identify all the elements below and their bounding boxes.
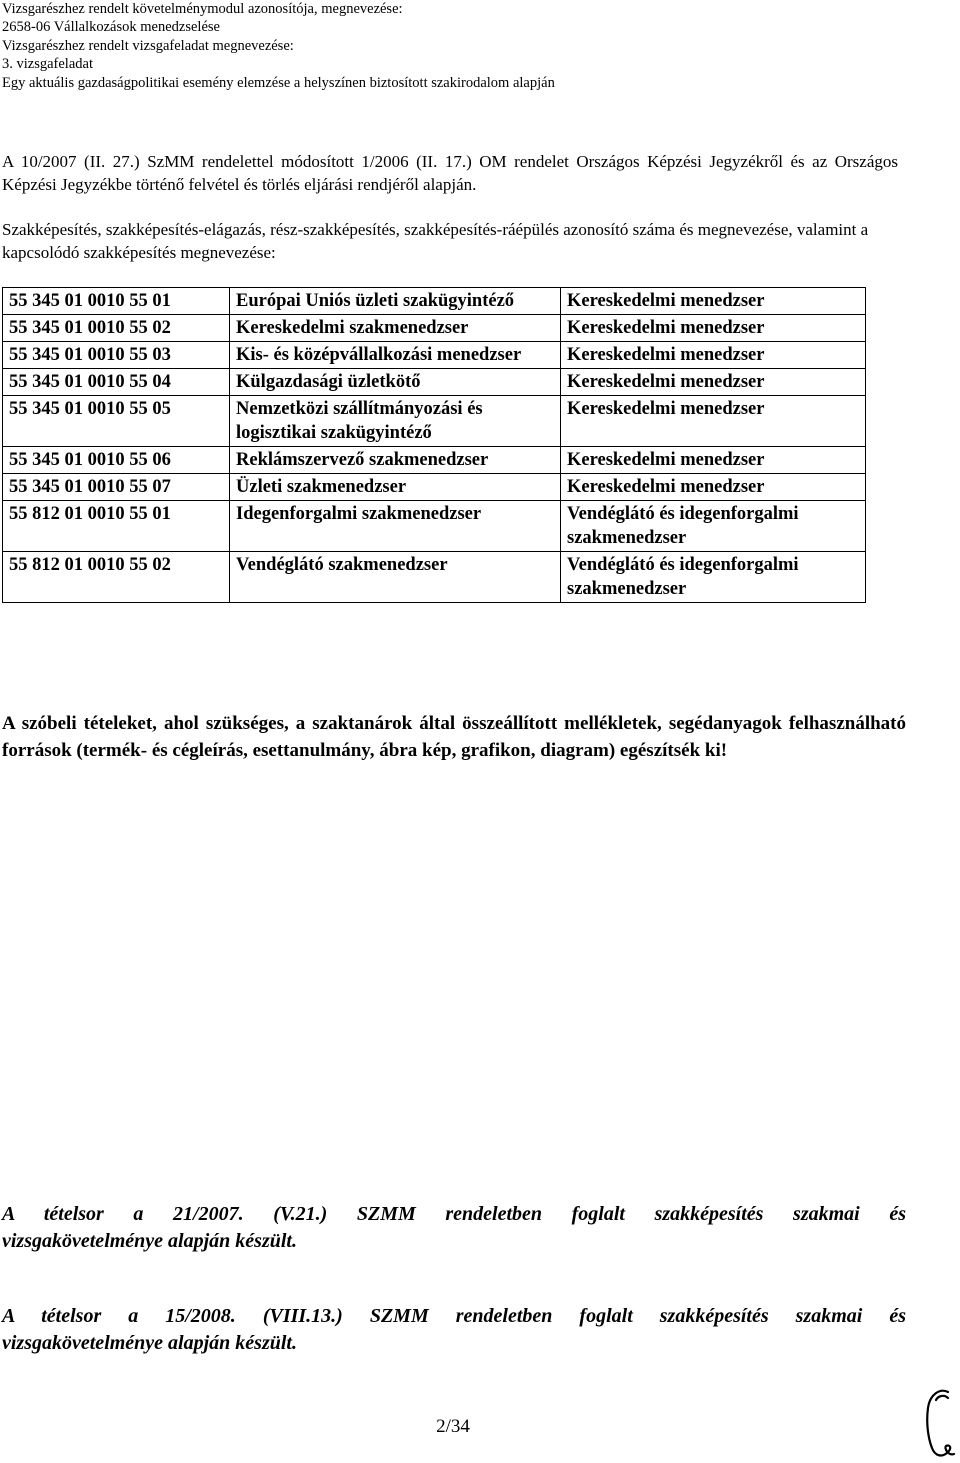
related-qualification: Kereskedelmi menedzser (561, 474, 866, 501)
header-line: Vizsgarészhez rendelt vizsgafeladat megnevezése: (2, 37, 294, 54)
qualification-name: Idegenforgalmi szakmenedzser (230, 501, 561, 552)
qualification-code: 55 345 01 0010 55 01 (3, 288, 230, 315)
qualification-name: Kis- és középvállalkozási menedzser (230, 342, 561, 369)
table-row (3, 396, 866, 447)
qualification-code: 55 345 01 0010 55 02 (3, 315, 230, 342)
basis-note-line: vizsgakövetelménye alapján készült. (2, 1332, 297, 1354)
related-qualification: Kereskedelmi menedzser (561, 288, 866, 315)
legal-reference-paragraph: A 10/2007 (II. 27.) SzMM rendelettel módosított 1/2006 (II. 17.) OM rendelet Országos Képzési Jegyzékről és az Országos Képzési Jegyzékbe történő felvétel és törlés eljárási rendjéről alapján. (2, 152, 898, 194)
header-line: 3. vizsgafeladat (2, 56, 93, 73)
header-line: 2658-06 Vállalkozások menedzselése (2, 19, 220, 36)
page-number: 2/34 (436, 1416, 470, 1437)
qualification-code: 55 345 01 0010 55 07 (3, 474, 230, 501)
basis-note (2, 1201, 906, 1255)
basis-note-line: A tételsor a 21/2007. (V.21.) SZMM rendeletben foglalt szakképesítés szakmai és (2, 1203, 906, 1225)
instruction-paragraph: A szóbeli tételeket, ahol szükséges, a szaktanárok által összeállított mellékletek, segédanyagok felhasználható források (termék- és cégleírás, esettanulmány, ábra kép, grafikon, diagram) egészítsék ki! (2, 713, 906, 761)
table-row (3, 315, 866, 342)
table-row (3, 552, 866, 603)
table-row (3, 474, 866, 501)
basis-note (2, 1303, 906, 1357)
related-qualification: Vendéglátó és idegenforgalmi szakmenedzser (561, 501, 866, 552)
qualification-name: Külgazdasági üzletkötő (230, 369, 561, 396)
related-qualification: Kereskedelmi menedzser (561, 369, 866, 396)
qualification-code: 55 345 01 0010 55 03 (3, 342, 230, 369)
qualifications-intro: Szakképesítés, szakképesítés-elágazás, rész-szakképesítés, szakképesítés-ráépülés azonosító száma és megnevezése, valamint a kapcsolódó szakképesítés megnevezése: (2, 220, 869, 262)
qualification-code: 55 812 01 0010 55 02 (3, 552, 230, 603)
qualification-name: Nemzetközi szállítmányozási és logisztikai szakügyintéző (230, 396, 561, 447)
related-qualification: Kereskedelmi menedzser (561, 396, 866, 447)
qualification-code: 55 345 01 0010 55 04 (3, 369, 230, 396)
qualification-name: Üzleti szakmenedzser (230, 474, 561, 501)
related-qualification: Vendéglátó és idegenforgalmi szakmenedzser (561, 552, 866, 603)
related-qualification: Kereskedelmi menedzser (561, 447, 866, 474)
qualification-name: Európai Uniós üzleti szakügyintéző (230, 288, 561, 315)
qualification-name: Reklámszervező szakmenedzser (230, 447, 561, 474)
signature-mark (918, 1386, 958, 1460)
basis-note-line: A tételsor a 15/2008. (VIII.13.) SZMM rendeletben foglalt szakképesítés szakmai és (2, 1305, 906, 1327)
related-qualification: Kereskedelmi menedzser (561, 315, 866, 342)
qualification-code: 55 345 01 0010 55 05 (3, 396, 230, 447)
table-row (3, 342, 866, 369)
header-line: Vizsgarészhez rendelt követelménymodul azonosítója, megnevezése: (2, 1, 403, 17)
qualification-name: Vendéglátó szakmenedzser (230, 552, 561, 603)
header-line: Egy aktuális gazdaságpolitikai esemény elemzése a helyszínen biztosított szakirodalom alapján (2, 74, 555, 91)
qualification-code: 55 345 01 0010 55 06 (3, 447, 230, 474)
table-row (3, 369, 866, 396)
basis-note-line: vizsgakövetelménye alapján készült. (2, 1230, 297, 1252)
related-qualification: Kereskedelmi menedzser (561, 342, 866, 369)
table-row (3, 501, 866, 552)
qualification-code: 55 812 01 0010 55 01 (3, 501, 230, 552)
qualifications-table (2, 287, 866, 603)
qualification-name: Kereskedelmi szakmenedzser (230, 315, 561, 342)
table-row (3, 288, 866, 315)
table-row (3, 447, 866, 474)
document-header (2, 0, 555, 92)
